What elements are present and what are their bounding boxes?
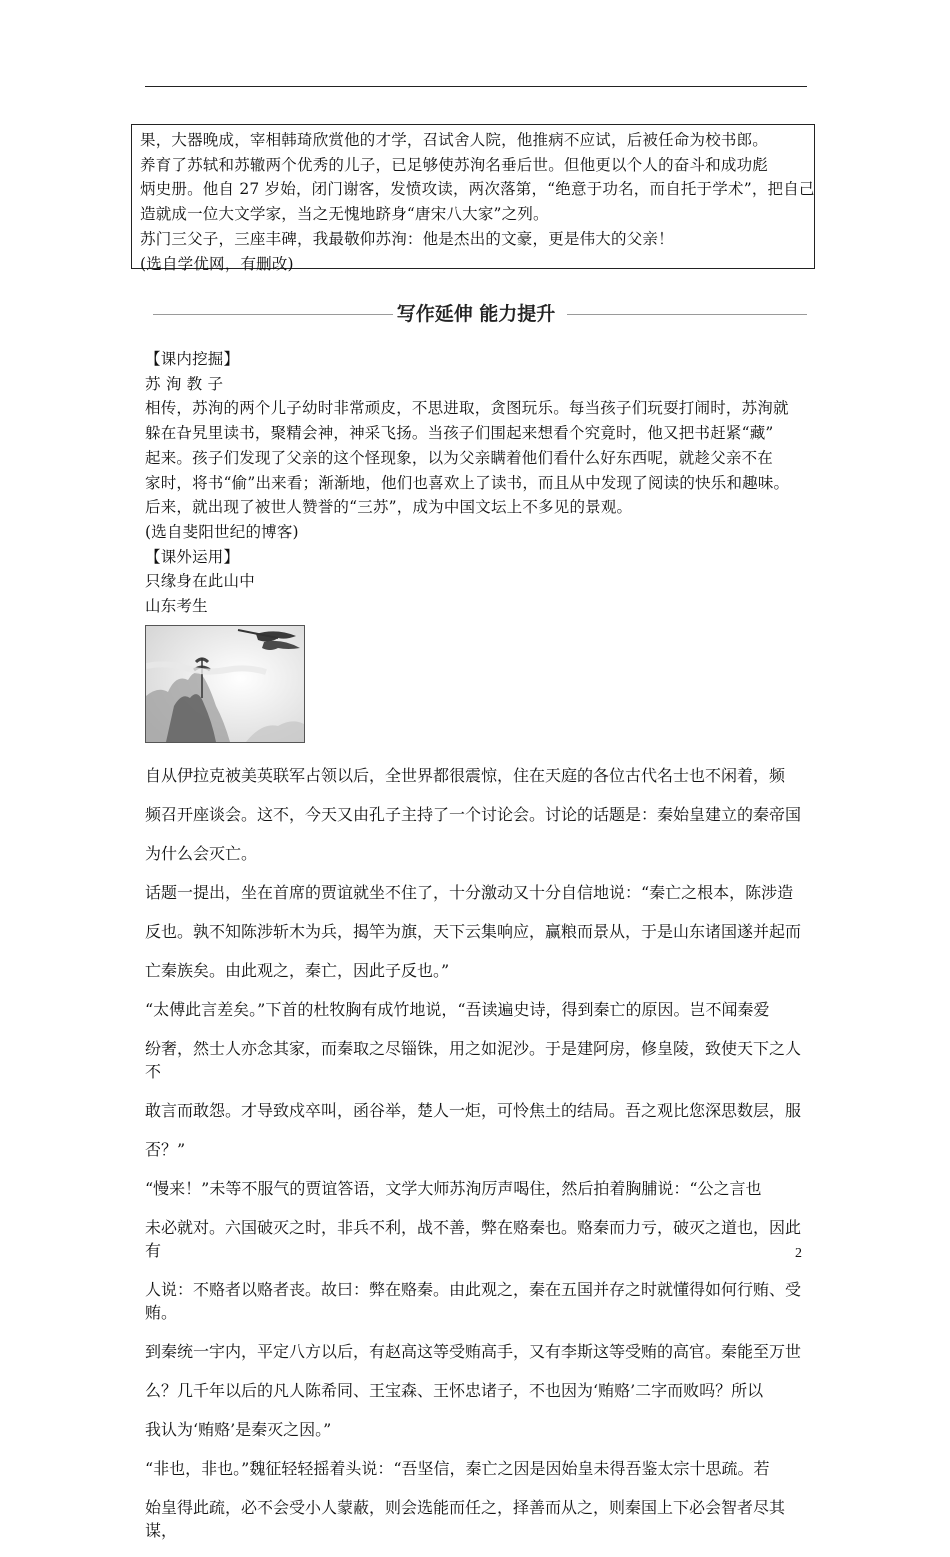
box-source: (选自学优网，有删改) xyxy=(140,254,294,273)
essay-line: 始皇得此疏，必不会受小人蒙蔽，则会选能而任之，择善而从之，则秦国上下必会智者尽其谋， xyxy=(145,1498,786,1540)
part1-heading: 【课内挖掘】 xyxy=(145,350,240,368)
section-title: 写作延伸 能力提升 xyxy=(396,303,556,325)
part1-title: 苏 洵 教 子 xyxy=(145,374,224,393)
mountain-ink-illustration xyxy=(146,626,304,742)
essay-line: 频召开座谈会。这不，今天又由孔子主持了一个讨论会。讨论的话题是：秦始皇建立的秦帝国 xyxy=(145,805,802,824)
essay-line: 到秦统一宇内，平定八方以后，有赵高这等受贿高手，又有李斯这等受贿的高官。秦能至万世 xyxy=(145,1342,802,1361)
essay-line: 为什么会灭亡。 xyxy=(145,844,258,863)
section-header xyxy=(145,300,807,328)
essay-body xyxy=(145,747,815,1557)
mountain-ink-painting xyxy=(145,625,305,743)
part2-heading: 【课外运用】 xyxy=(145,547,240,566)
part1 xyxy=(145,347,815,619)
part1-source: (选自斐阳世纪的博客) xyxy=(145,522,299,541)
essay-line: “慢来！”未等不服气的贾谊答语，文学大师苏洵厉声喝住，然后拍着胸脯说：“公之言也 xyxy=(145,1179,762,1198)
essay-line: 自从伊拉克被美英联军占领以后，全世界都很震惊，住在天庭的各位古代名士也不闲着，频 xyxy=(145,766,786,785)
essay-line: “非也，非也。”魏征轻轻摇着头说：“吾坚信，秦亡之因是因始皇未得吾鉴太宗十思疏。若 xyxy=(145,1459,770,1478)
essay-line: 亡秦族矣。由此观之，秦亡，因此子反也。” xyxy=(145,961,450,980)
box-line: 炳史册。他自 27 岁始，闭门谢客，发愤攻读，两次落第，“绝意于功名，而自托于学术”，把自己 xyxy=(140,180,815,199)
essay-line: 我认为‘贿赂’是秦灭之因。” xyxy=(145,1420,332,1439)
essay-line: 反也。孰不知陈涉斩木为兵，揭竿为旗，天下云集响应，赢粮而景从，于是山东诸国遂并起而 xyxy=(145,922,802,941)
box-line: 养育了苏轼和苏辙两个优秀的儿子，已足够使苏洵名垂后世。但他更以个人的奋斗和成功彪 xyxy=(140,155,769,174)
page-number: 2 xyxy=(795,1246,802,1261)
essay-line: 未必就对。六国破灭之时，非兵不利，战不善，弊在赂秦也。赂秦而力亏，破灭之道也，因此有 xyxy=(145,1218,802,1260)
part2-title: 只缘身在此山中 xyxy=(145,572,255,591)
box-line: 苏门三父子，三座丰碑，我最敬仰苏洵：他是杰出的文豪，更是伟大的父亲！ xyxy=(140,229,674,248)
paragraph-line: 相传，苏洵的两个儿子幼时非常顽皮，不思进取，贪图玩乐。每当孩子们玩耍打闹时，苏洵就 xyxy=(145,399,789,418)
essay-line: 话题一提出，坐在首席的贾谊就坐不住了，十分激动又十分自信地说：“秦亡之根本，陈涉造 xyxy=(145,883,794,902)
paragraph-line: 躲在旮旯里读书，聚精会神，神采飞扬。当孩子们围起来想看个究竟时，他又把书赶紧“藏” xyxy=(145,424,774,443)
excerpt-box xyxy=(131,124,815,273)
part2-author: 山东考生 xyxy=(145,597,208,616)
paragraph-line: 家时，将书“偷”出来看；渐渐地，他们也喜欢上了读书，而且从中发现了阅读的快乐和趣味。 xyxy=(145,473,790,492)
essay-line: 敢言而敢怨。才导致戍卒叫，函谷举，楚人一炬，可怜焦土的结局。吾之观比您深思数层，服 xyxy=(145,1101,802,1120)
essay-line: 纷奢，然士人亦念其家，而秦取之尽锱铢，用之如泥沙。于是建阿房，修皇陵，致使天下之人不 xyxy=(145,1039,802,1081)
paragraph-line: 后来，就出现了被世人赞誉的“三苏”，成为中国文坛上不多见的景观。 xyxy=(145,498,633,517)
essay-line: 否？” xyxy=(145,1140,186,1159)
header-rule xyxy=(145,86,807,87)
essay-line: “太傅此言差矣。”下首的杜牧胸有成竹地说，“吾读遍史诗，得到秦亡的原因。岂不闻秦爱 xyxy=(145,1000,770,1019)
box-line: 造就成一位大文学家，当之无愧地跻身“唐宋八大家”之列。 xyxy=(140,205,549,224)
paragraph-line: 起来。孩子们发现了父亲的这个怪现象，以为父亲瞒着他们看什么好东西呢，就趁父亲不在 xyxy=(145,448,774,467)
essay-line: 人说：不赂者以赂者丧。故曰：弊在赂秦。由此观之，秦在五国并存之时就懂得如何行贿、受贿。 xyxy=(145,1280,802,1322)
box-line: 果，大器晚成，宰相韩琦欣赏他的才学，召试舍人院，他推病不应试，后被任命为校书郎。 xyxy=(140,131,769,149)
essay-line: 么？几千年以后的凡人陈希同、王宝森、王怀忠诸子，不也因为‘贿赂’二字而败吗？所以 xyxy=(145,1381,764,1400)
